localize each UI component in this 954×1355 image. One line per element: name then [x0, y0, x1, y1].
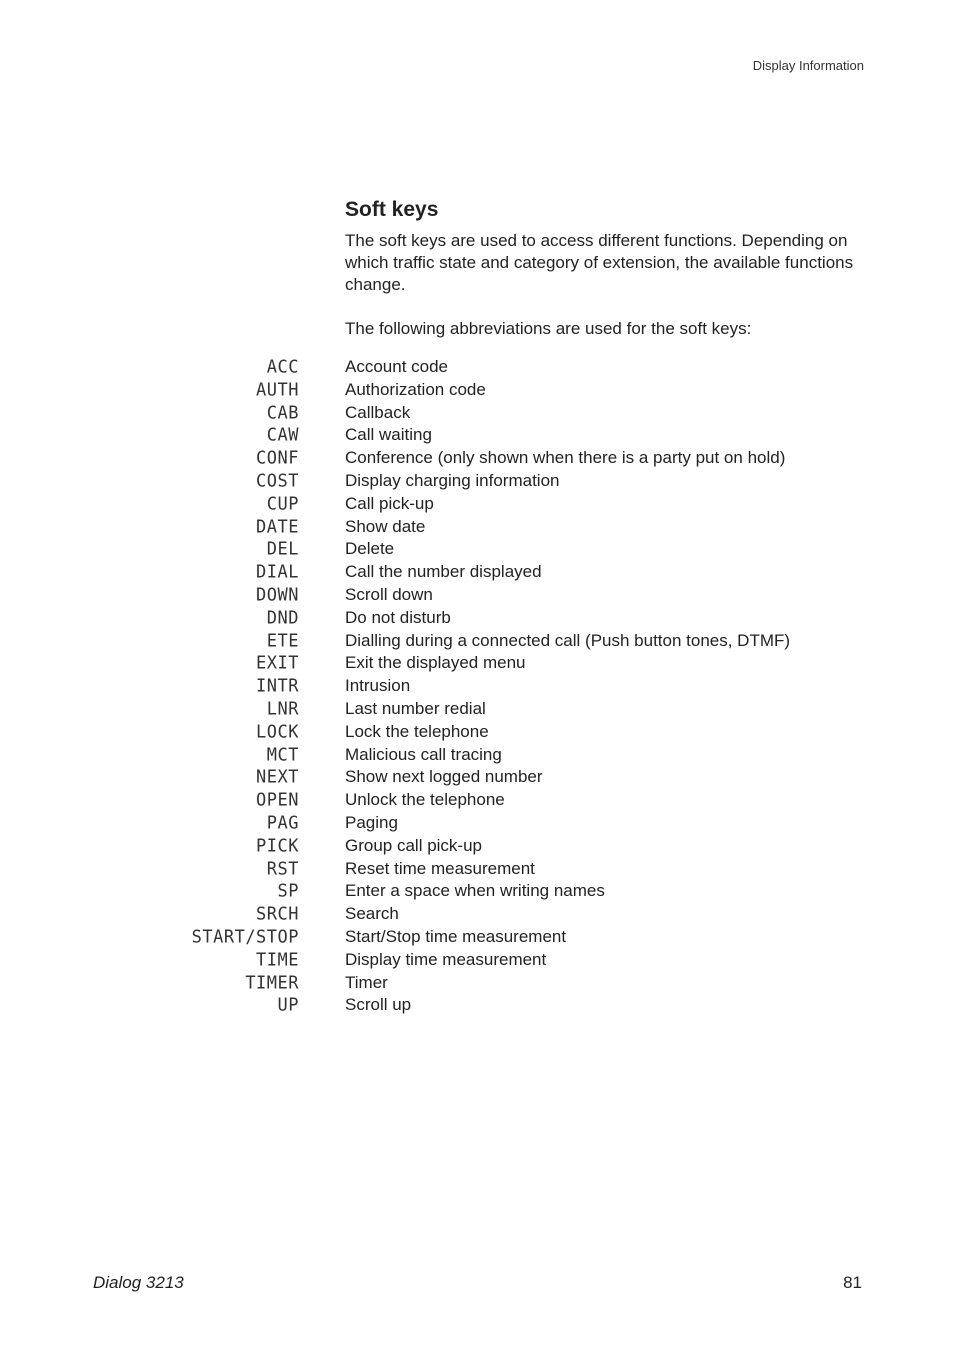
- soft-key-code: DND: [266, 607, 299, 629]
- soft-key-code: CAW: [266, 424, 299, 446]
- footer-title: Dialog 3213: [93, 1273, 184, 1292]
- soft-key-description: Reset time measurement: [345, 858, 535, 878]
- soft-key-description: Callback: [345, 402, 411, 422]
- soft-key-description: Show date: [345, 516, 426, 536]
- soft-key-description: Display charging information: [345, 470, 560, 490]
- soft-key-description: Lock the telephone: [345, 721, 489, 741]
- running-head: Display Information: [752, 58, 864, 73]
- soft-key-description: Group call pick-up: [345, 835, 483, 855]
- soft-key-description: Call pick-up: [345, 493, 434, 513]
- soft-key-code: SRCH: [256, 903, 299, 925]
- page-number: 81: [843, 1273, 862, 1292]
- soft-key-code: CUP: [266, 493, 299, 515]
- soft-key-code: TIMER: [245, 972, 299, 994]
- list-item: [0, 972, 954, 995]
- soft-key-code: PAG: [266, 812, 299, 834]
- soft-key-description: Delete: [345, 539, 395, 559]
- lead-in-paragraph: The following abbreviations are used for the soft keys:: [345, 319, 752, 338]
- list-item: [0, 994, 954, 1017]
- soft-key-code: AUTH: [256, 379, 299, 401]
- soft-key-code: CAB: [266, 402, 299, 424]
- soft-key-code: ACC: [266, 356, 299, 378]
- list-item: [0, 698, 954, 721]
- list-item: [0, 744, 954, 767]
- list-item: [0, 538, 954, 561]
- list-item: [0, 447, 954, 470]
- soft-key-code: DIAL: [256, 561, 299, 583]
- soft-key-description: Call the number displayed: [345, 562, 542, 582]
- intro-paragraph: The soft keys are used to access different functions. Depending on which traffic state and category of extension, the available functions change.: [345, 231, 854, 294]
- soft-key-description: Timer: [345, 972, 388, 992]
- soft-key-code: OPEN: [256, 789, 299, 811]
- soft-key-description: Search: [345, 904, 399, 924]
- soft-key-code: SP: [277, 880, 299, 902]
- soft-key-code: UP: [277, 994, 299, 1016]
- list-item: [0, 470, 954, 493]
- soft-key-description: Authorization code: [345, 379, 486, 399]
- soft-keys-section: [345, 196, 865, 340]
- list-item: [0, 356, 954, 379]
- list-item: [0, 766, 954, 789]
- soft-key-description: Scroll up: [345, 995, 412, 1015]
- soft-key-description: Start/Stop time measurement: [345, 926, 567, 946]
- soft-key-description: Intrusion: [345, 676, 411, 696]
- soft-key-code: COST: [256, 470, 299, 492]
- list-item: [0, 424, 954, 447]
- list-item: [0, 402, 954, 425]
- soft-key-description: Unlock the telephone: [345, 790, 505, 810]
- soft-key-code: LNR: [266, 698, 299, 720]
- soft-key-code: EXIT: [256, 652, 299, 674]
- soft-key-code: PICK: [256, 835, 299, 857]
- soft-key-code: RST: [266, 858, 299, 880]
- soft-key-code: INTR: [256, 675, 299, 697]
- soft-key-code: LOCK: [256, 721, 299, 743]
- soft-key-description: Show next logged number: [345, 767, 543, 787]
- soft-key-code: CONF: [256, 447, 299, 469]
- soft-key-description: Malicious call tracing: [345, 744, 502, 764]
- soft-key-code: DOWN: [256, 584, 299, 606]
- abbreviation-list: [0, 356, 954, 1017]
- list-item: [0, 607, 954, 630]
- list-item: [0, 652, 954, 675]
- soft-key-description: Paging: [345, 812, 398, 832]
- soft-key-description: Enter a space when writing names: [345, 881, 605, 901]
- list-item: [0, 675, 954, 698]
- section-title: Soft keys: [345, 198, 439, 221]
- soft-key-description: Account code: [345, 357, 449, 376]
- soft-key-description: Last number redial: [345, 698, 486, 718]
- soft-key-description: Scroll down: [345, 584, 433, 604]
- list-item: [0, 584, 954, 607]
- list-item: [0, 789, 954, 812]
- list-item: [0, 835, 954, 858]
- soft-key-code: DEL: [266, 538, 299, 560]
- soft-key-description: Call waiting: [345, 425, 432, 445]
- soft-key-description: Do not disturb: [345, 607, 451, 627]
- list-item: [0, 721, 954, 744]
- soft-key-code: START/STOP: [191, 926, 299, 948]
- soft-key-code: DATE: [256, 516, 299, 538]
- soft-key-description: Conference (only shown when there is a party put on hold): [345, 448, 786, 468]
- list-item: [0, 949, 954, 972]
- list-item: [0, 926, 954, 949]
- list-item: [0, 858, 954, 881]
- list-item: [0, 493, 954, 516]
- soft-key-description: Display time measurement: [345, 949, 547, 969]
- soft-key-code: NEXT: [256, 766, 299, 788]
- list-item: [0, 880, 954, 903]
- list-item: [0, 812, 954, 835]
- list-item: [0, 561, 954, 584]
- list-item: [0, 516, 954, 539]
- soft-key-code: MCT: [266, 744, 299, 766]
- soft-key-code: ETE: [266, 630, 299, 652]
- list-item: [0, 903, 954, 926]
- list-item: [0, 379, 954, 402]
- list-item: [0, 630, 954, 653]
- soft-key-description: Dialling during a connected call (Push button tones, DTMF): [345, 630, 791, 650]
- soft-key-description: Exit the displayed menu: [345, 653, 526, 673]
- soft-key-code: TIME: [256, 949, 299, 971]
